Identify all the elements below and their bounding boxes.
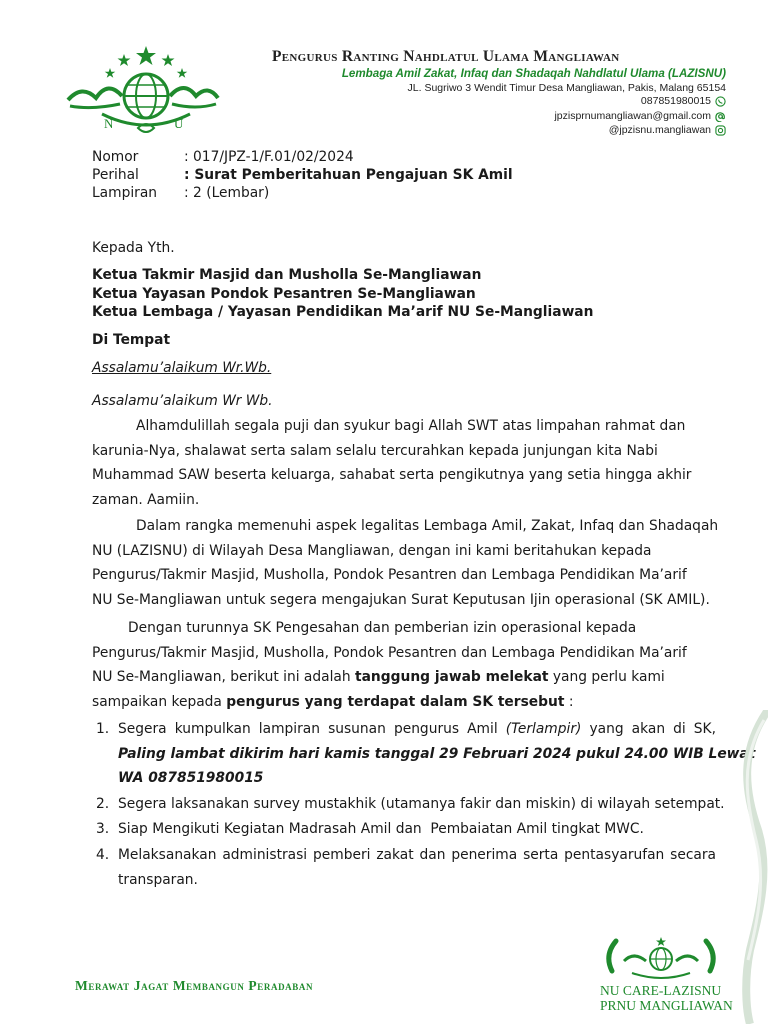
text-run: : xyxy=(564,693,574,710)
paragraph-1 xyxy=(92,414,714,512)
list-item xyxy=(92,792,725,817)
paragraph-line: Dalam rangka memenuhi aspek legalitas Lembaga Amil, Zakat, Infaq dan Shadaqah xyxy=(136,518,719,534)
instagram-line[interactable] xyxy=(609,124,726,136)
list-line xyxy=(118,717,716,742)
text-run: NU Se-Mangliawan, berikut ini adalah xyxy=(92,669,356,685)
email-text: jpzisprnumangliawan@gmail.com xyxy=(554,110,711,122)
instagram-text: @jpzisnu.mangliawan xyxy=(608,124,711,136)
perihal-label: Perihal xyxy=(92,167,139,183)
nomor-label: Nomor xyxy=(92,149,139,165)
list-number: 2. xyxy=(96,796,110,812)
list-line: Melaksanakan administrasi pemberi zakat dan penerima serta pentasyarufan secara xyxy=(118,847,716,863)
paragraph-line xyxy=(92,665,714,690)
globe-emblem-icon xyxy=(62,44,222,140)
logo-letter-u: U xyxy=(174,116,184,131)
instagram-icon xyxy=(715,125,726,136)
list-line-contact: WA 087851980015 xyxy=(118,770,264,786)
list-line: transparan. xyxy=(118,871,198,888)
list-line-deadline: Paling lambat dikirim hari kamis tanggal 29 Februari 2024 pukul 24.00 WIB Lewat xyxy=(118,745,756,762)
list-line: Siap Mengikuti Kegiatan Madrasah Amil dan Pembaiatan Amil tingkat MWC. xyxy=(118,821,644,837)
list-number: 3. xyxy=(96,821,110,837)
list-number: 4. xyxy=(96,847,110,863)
lampiran-value: : 2 (Lembar) xyxy=(184,185,270,201)
paragraph-line: NU Se-Mangliawan untuk segera mengajukan Surat Keputusan Ijin operasional (SK AMIL). xyxy=(92,591,710,608)
paragraph-line: Alhamdulillah segala puji dan syukur bagi Allah SWT atas limpahan rahmat dan xyxy=(136,418,686,434)
footer-tagline: Merawat Jagat Membangun Peradaban xyxy=(75,978,314,993)
recipient-line: Ketua Takmir Masjid dan Musholla Se-Mangliawan xyxy=(92,267,482,283)
text-run: yang akan di SK, xyxy=(581,721,716,737)
paragraph-line: Dengan turunnya SK Pengesahan dan pemberian izin operasional kepada xyxy=(128,620,637,636)
place: Di Tempat xyxy=(92,332,171,348)
paragraph-line: zaman. Aamiin. xyxy=(92,491,200,508)
email-line[interactable] xyxy=(554,110,726,122)
paragraph-line: NU (LAZISNU) di Wilayah Desa Mangliawan, dengan ini kami beritahukan kepada xyxy=(92,542,652,559)
paragraph-line: Pengurus/Takmir Masjid, Musholla, Pondok Pesantren dan Lembaga Pendidikan Ma’arif xyxy=(92,644,687,661)
paragraph-3 xyxy=(92,616,714,714)
phone-line[interactable] xyxy=(641,95,726,107)
brand-line-2: PRNU MANGLIAWAN xyxy=(600,998,733,1013)
whatsapp-icon xyxy=(715,96,726,107)
lampiran-label: Lampiran xyxy=(92,185,158,201)
list-item xyxy=(92,843,722,893)
greeting: Kepada Yth. xyxy=(92,240,175,256)
phone-text: 087851980015 xyxy=(640,95,711,107)
nu-care-logo-icon xyxy=(602,935,720,983)
paragraph-line xyxy=(92,690,714,715)
paragraph-line: Muhammad SAW beserta keluarga, sahabat serta pengikutnya yang setia hingga akhir xyxy=(92,467,692,483)
perihal-value: : Surat Pemberitahuan Pengajuan SK Amil xyxy=(184,167,513,183)
list-item xyxy=(92,717,756,791)
salutation: Assalamu’alaikum Wr Wb. xyxy=(92,393,273,409)
logo-letter-n: N xyxy=(104,116,114,131)
list-item xyxy=(92,817,722,842)
recipient-line: Ketua Lembaga / Yayasan Pendidikan Ma’arif NU Se-Mangliawan xyxy=(92,304,594,320)
nu-logo xyxy=(62,44,222,140)
text-run: Segera kumpulkan lampiran susunan pengurus Amil xyxy=(118,721,506,737)
recipient-line: Ketua Yayasan Pondok Pesantren Se-Mangliawan xyxy=(92,286,476,302)
italic-phrase: (Terlampir) xyxy=(505,721,582,737)
bold-phrase: pengurus yang terdapat dalam SK tersebut xyxy=(226,693,565,710)
text-run: sampaikan kepada xyxy=(92,693,227,710)
paragraph-line: Pengurus/Takmir Masjid, Musholla, Pondok Pesantren dan Lembaga Pendidikan Ma’arif xyxy=(92,567,687,583)
nomor-value: : 017/JPZ-1/F.01/02/2024 xyxy=(184,149,354,165)
paragraph-line: karunia-Nya, shalawat serta salam selalu tercurahkan kepada junjungan kita Nabi xyxy=(92,442,658,459)
org-name: Pengurus Ranting Nahdlatul Ulama Mangliawan xyxy=(272,48,620,65)
at-sign-icon xyxy=(715,111,726,122)
address-line xyxy=(408,82,726,94)
address-text: JL. Sugriwo 3 Wendit Timur Desa Mangliawan, Pakis, Malang 65154 xyxy=(407,82,726,94)
text-run: yang perlu kami xyxy=(548,669,665,685)
brand-line-1: NU CARE-LAZISNU xyxy=(600,983,722,998)
lembaga-name: Lembaga Amil Zakat, Infaq dan Shadaqah Nahdlatul Ulama (LAZISNU) xyxy=(341,67,726,80)
list-line: Segera laksanakan survey mustakhik (utamanya fakir dan miskin) di wilayah setempat. xyxy=(118,796,725,812)
bold-phrase: tanggung jawab melekat xyxy=(355,669,549,685)
paragraph-2 xyxy=(92,514,719,612)
salutation-underlined: Assalamu’alaikum Wr.Wb. xyxy=(92,360,272,376)
list-number: 1. xyxy=(96,721,110,737)
